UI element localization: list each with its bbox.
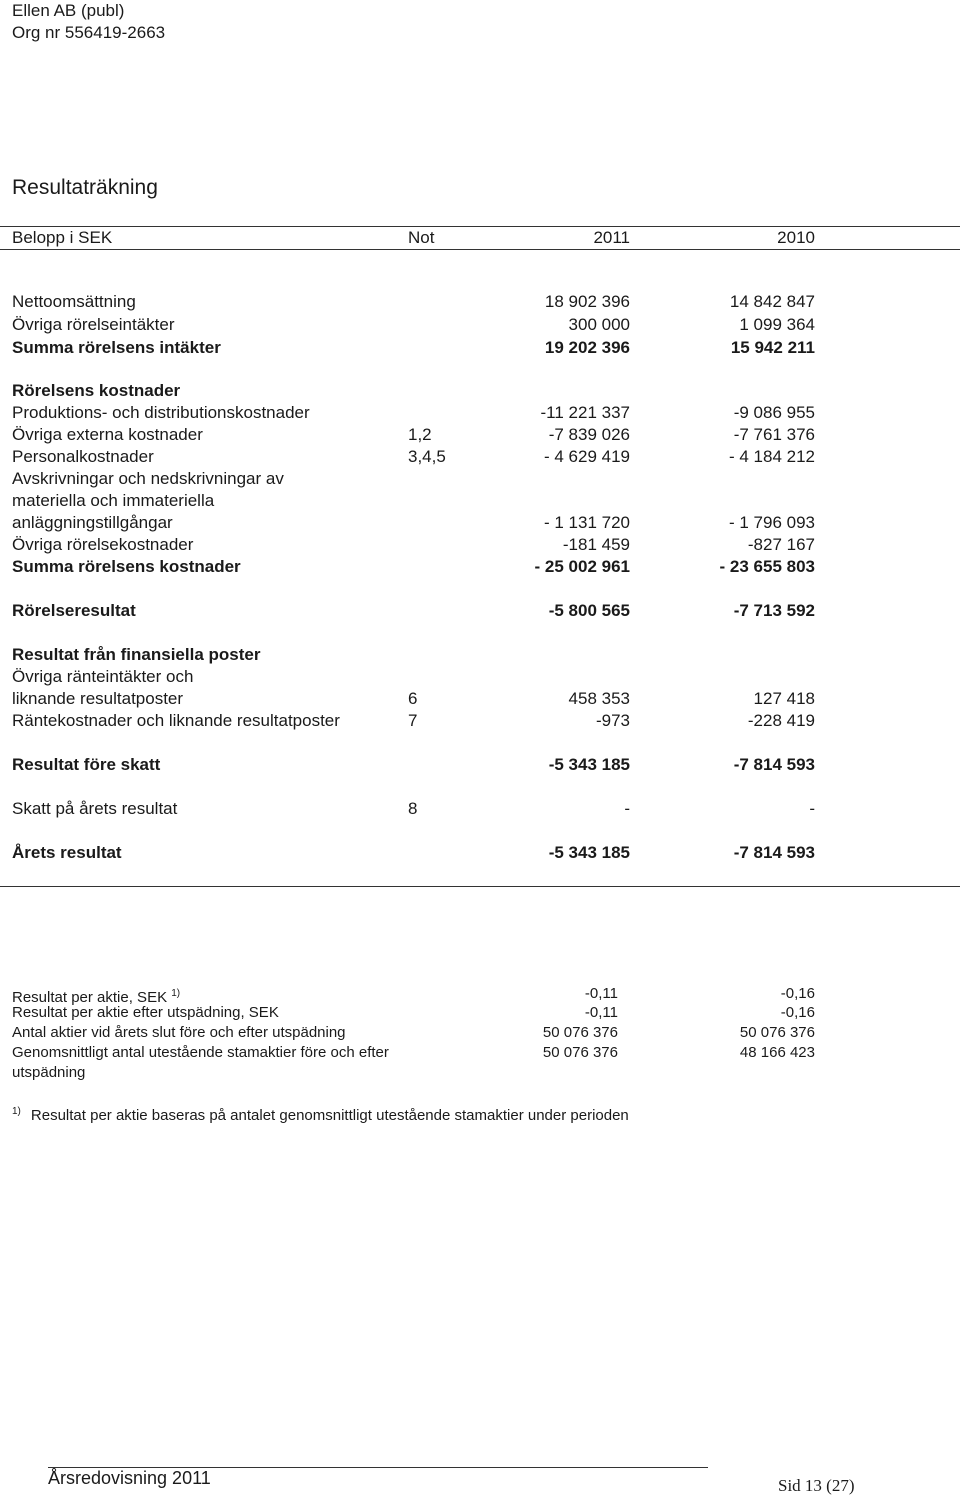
table-row <box>0 490 960 512</box>
row-value-2011: -5 343 185 <box>548 755 630 774</box>
row-value-2010: - 23 655 803 <box>719 557 815 576</box>
row-value-2010: 1 099 364 <box>739 315 815 334</box>
row-label: Nettoomsättning <box>12 292 136 311</box>
row-label: liknande resultatposter <box>12 689 184 708</box>
table-row <box>0 512 960 534</box>
table-row <box>0 424 960 446</box>
footnote-marker: 1) <box>12 1106 21 1117</box>
row-value-2010: -7 713 592 <box>733 601 815 620</box>
row-label: Personalkostnader <box>12 447 154 466</box>
row-label: Produktions- och distributionskostnader <box>12 403 310 422</box>
per-share-value-2010: -0,16 <box>780 985 815 1002</box>
row-label: Övriga externa kostnader <box>12 425 203 444</box>
table-row <box>0 710 960 732</box>
col-label: Belopp i SEK <box>12 228 113 247</box>
table-row <box>0 842 960 864</box>
per-share-value-2011: -0,11 <box>584 1004 618 1021</box>
table-row <box>0 446 960 468</box>
row-value-2011: -973 <box>595 711 630 730</box>
footnote-text: Resultat per aktie baseras på antalet genomsnittligt utestående stamaktier under perioden <box>30 1107 629 1124</box>
row-label: Övriga ränteintäkter och <box>12 667 194 686</box>
row-label: Övriga rörelseintäkter <box>12 315 175 334</box>
row-label: Resultat före skatt <box>12 755 161 774</box>
footnote-ref: 1) <box>171 988 181 999</box>
row-label: Årets resultat <box>12 843 122 862</box>
row-value-2010: -7 761 376 <box>733 425 815 444</box>
row-value-2011: -181 459 <box>562 535 630 554</box>
row-note: 3,4,5 <box>408 447 446 466</box>
row-value-2011: -7 839 026 <box>548 425 630 444</box>
table-row <box>0 337 960 359</box>
row-value-2010: - <box>809 799 815 818</box>
section-heading <box>0 380 960 402</box>
col-2011: 2011 <box>593 228 630 247</box>
row-label: Avskrivningar och nedskrivningar av <box>12 469 284 488</box>
row-value-2011: -5 800 565 <box>548 601 630 620</box>
table-row <box>0 600 960 622</box>
row-value-2011: -11 221 337 <box>540 403 630 422</box>
row-value-2010: -7 814 593 <box>733 843 815 862</box>
row-value-2011: 19 202 396 <box>544 338 630 357</box>
row-value-2010: 14 842 847 <box>729 292 815 311</box>
row-value-2011: 18 902 396 <box>544 292 630 311</box>
per-share-value-2011: 50 076 376 <box>542 1044 618 1061</box>
column-header <box>0 226 960 250</box>
table-row <box>0 556 960 578</box>
row-value-2010: -228 419 <box>747 711 815 730</box>
table-row <box>0 798 960 820</box>
col-note: Not <box>408 228 435 247</box>
table-row <box>0 754 960 776</box>
row-value-2010: - 4 184 212 <box>728 447 815 466</box>
row-label: Summa rörelsens intäkter <box>12 338 221 357</box>
table-row <box>0 688 960 710</box>
row-value-2011: 300 000 <box>568 315 630 334</box>
per-share-value-2011: -0,11 <box>584 985 618 1002</box>
page-number: Sid 13 (27) <box>778 1476 855 1495</box>
table-row <box>0 534 960 556</box>
row-label: Rörelseresultat <box>12 601 136 620</box>
per-share-label: Resultat per aktie efter utspädning, SEK <box>12 1004 279 1021</box>
row-note: 6 <box>408 689 418 708</box>
row-label: Rörelsens kostnader <box>12 381 181 400</box>
org-number: Org nr 556419-2663 <box>12 23 166 42</box>
per-share-label: Resultat per aktie, SEK $^{1)}$ <box>12 988 181 1006</box>
row-value-2010: 127 418 <box>753 689 815 708</box>
row-value-2010: -7 814 593 <box>733 755 815 774</box>
col-2010: 2010 <box>777 228 815 247</box>
row-note: 1,2 <box>408 425 432 444</box>
row-value-2010: -827 167 <box>747 535 815 554</box>
per-share-label: Genomsnittligt antal utestående stamaktier före och efter <box>12 1044 389 1061</box>
company-name: Ellen AB (publ) <box>12 1 125 20</box>
per-share-value-2011: 50 076 376 <box>542 1024 618 1041</box>
footer-left: Årsredovisning 2011 <box>48 1468 211 1488</box>
footnote <box>12 1102 629 1126</box>
per-share-value-2010: 50 076 376 <box>739 1024 815 1041</box>
row-value-2011: - 1 131 720 <box>543 513 630 532</box>
row-label: Övriga rörelsekostnader <box>12 535 194 554</box>
page-title: Resultaträkning <box>12 176 158 199</box>
row-label: anläggningstillgångar <box>12 513 173 532</box>
table-row <box>0 291 960 313</box>
section-heading <box>0 644 960 666</box>
row-note: 7 <box>408 711 418 730</box>
row-label: Räntekostnader och liknande resultatposter <box>12 711 340 730</box>
row-value-2011: - 25 002 961 <box>534 557 630 576</box>
row-value-2011: - 4 629 419 <box>543 447 630 466</box>
report-header <box>12 0 165 44</box>
row-value-2011: - <box>624 799 630 818</box>
row-value-2011: -5 343 185 <box>548 843 630 862</box>
per-share-label: Antal aktier vid årets slut före och efter utspädning <box>12 1024 346 1041</box>
row-value-2010: - 1 796 093 <box>728 513 815 532</box>
row-label: Resultat från finansiella poster <box>12 645 261 664</box>
row-value-2011: 458 353 <box>568 689 630 708</box>
per-share-value-2010: -0,16 <box>780 1004 815 1021</box>
table-divider <box>0 886 960 887</box>
row-label: Skatt på årets resultat <box>12 799 178 818</box>
row-value-2010: 15 942 211 <box>730 338 815 357</box>
table-row <box>0 666 960 688</box>
row-label: materiella och immateriella <box>12 491 215 510</box>
row-value-2010: -9 086 955 <box>733 403 815 422</box>
table-row <box>0 314 960 336</box>
table-row <box>0 402 960 424</box>
per-share-value-2010: 48 166 423 <box>739 1044 815 1061</box>
table-row <box>0 468 960 490</box>
per-share-label-continued: utspädning <box>12 1064 86 1081</box>
row-note: 8 <box>408 799 418 818</box>
row-label: Summa rörelsens kostnader <box>12 557 241 576</box>
